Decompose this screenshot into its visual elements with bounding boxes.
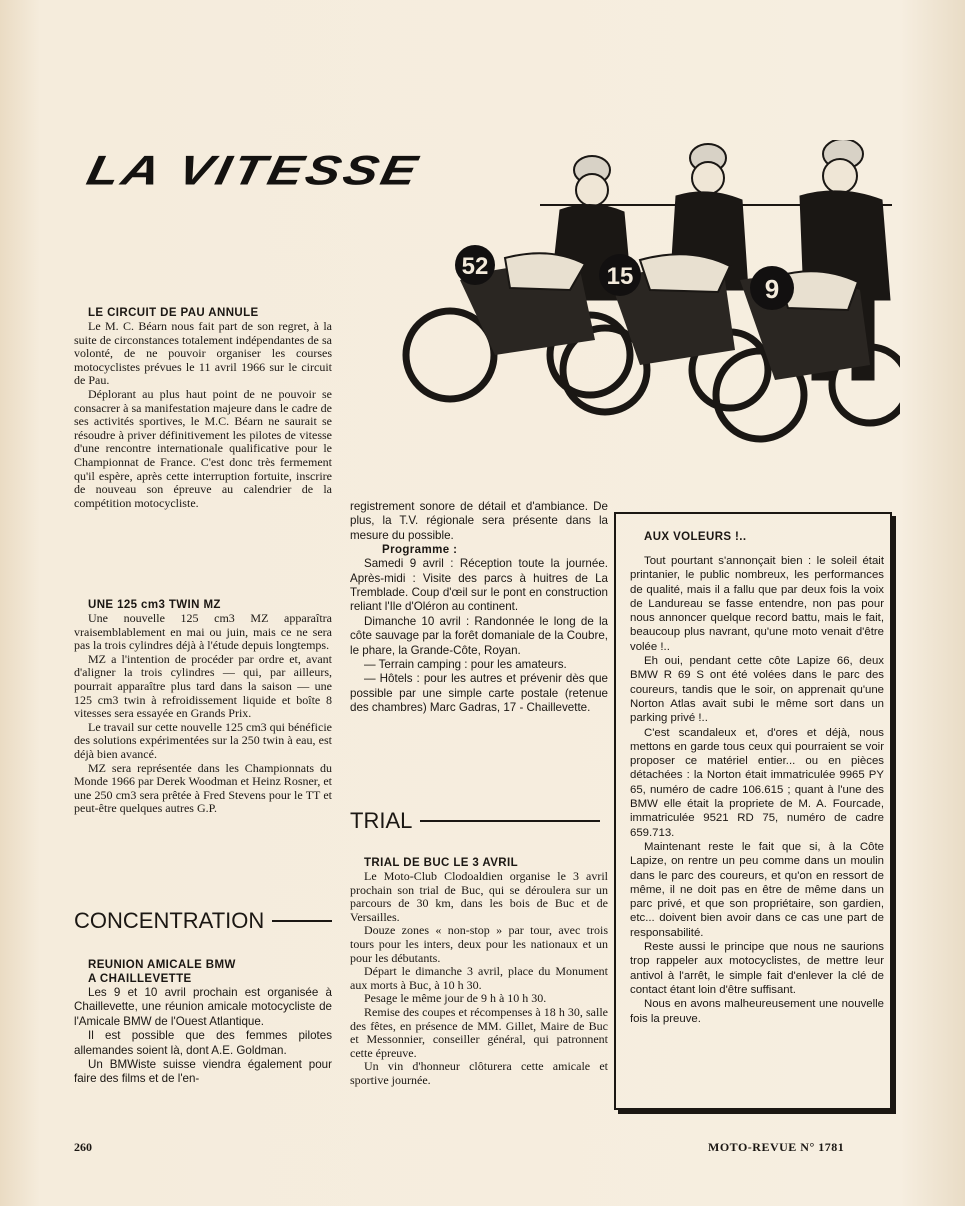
article-voleurs [630,530,884,1026]
paragraph: Le Moto-Club Clodoaldien organise le 3 avril prochain son trial de Buc, qui se déroulera sur un parcours de 30 km, dans les bois de Buc et de Versailles. [350,869,608,924]
paragraph: Eh oui, pendant cette côte Lapize 66, deux BMW R 69 S ont été volées dans le parc des coureurs, tandis que le soir, on apprenait qu'une Norton Atlas avait subi le même sort dans un parking privé !.. [630,655,884,725]
publication-footer: MOTO-REVUE N° 1781 [708,1140,845,1154]
paragraph: MZ a l'intention de procéder par ordre et, avant d'aligner la trois cylindres — qui, par ailleurs, pourrait apparaître plus tard dans la saison — une 125 cm3 twin à refroidissement liquide et boîte 8 vitesses sera essayée en Grands Prix. [74,651,332,721]
paragraph: C'est scandaleux et, d'ores et déjà, nous mettons en garde tous ceux qui pourraient se voir proposer ce matériel entier... ou en pièces détachées : la Norton était immatriculée 9965 PY 65, numéro de cadre 106.615 ; quant à l'une des BMW elle était la propriete de M. A. Fourcade, immatriculée 9521 RD 75, numéro de cadre 659.713. [630,726,884,839]
paragraph: Reste aussi le principe que nous ne saurions trop rappeler aux motocyclistes, de mettre leur antivol à l'arrêt, le simple fait d'enlever la clé de contact étant loin d'être suffisant. [630,941,884,996]
paragraph: MZ sera représentée dans les Championnats du Monde 1966 par Derek Woodman et Heinz Rosner, et une 250 cm3 sera prêtée à Fred Stevens pour le TT et peut-être quelques autres G.P. [74,760,332,816]
bike-number-52: 52 [461,253,489,280]
article-concentration [74,958,332,1087]
section-trial [350,810,600,832]
paragraph: Le travail sur cette nouvelle 125 cm3 qui bénéficie des solutions expérimentées sur la 250 twin à eau, est déjà bien avancé. [74,719,332,761]
programme-item: Dimanche 10 avril : Randonnée le long de la côte sauvage par la forêt domaniale de la Coubre, le phare, la Grande-Côte, Royan. [350,614,608,657]
paragraph: Maintenant reste le fait que si, à la Côte Lapize, on rentre un peu comme dans un moulin dans le parc des coureurs, et qu'on en ressort de même, il ne doit pas en être de même dans un parc privé, et que son propriétaire, son gardien, etc... doivent bien avoir dans ce cas une part de responsabilité. [630,840,884,939]
article-concentration-continued [350,500,608,716]
paragraph: Douze zones « non-stop » par tour, avec trois tours pour les inters, deux pour les nationaux et un pour les débutants. [350,923,608,965]
programme-item: — Terrain camping : pour les amateurs. [364,658,567,672]
paragraph: Pesage le même jour de 9 h à 10 h 30. [364,991,547,1006]
paragraph: Une nouvelle 125 cm3 MZ apparaîtra vraisemblablement en mai ou juin, mais ce ne sera pas la trois cylindres déjà à l'étude depuis longtemps. [74,611,332,653]
paragraph: Remise des coupes et récompenses à 18 h 30, salle des fêtes, en présence de MM. Gillet, Maire de Buc et Messonnier, conseiller général, qui patronnent cette épreuve. [350,1004,608,1060]
section-title: CONCENTRATION [74,908,265,933]
paragraph: Départ le dimanche 3 avril, place du Monument aux morts à Buc, à 10 h 30. [350,964,608,992]
page-number: 260 [74,1140,92,1154]
programme-item: Samedi 9 avril : Réception toute la journée. Après-midi : Visite des parcs à huitres de La Tremblade. Coup d'œil sur le pont en construction reliant l'Ile d'Oléron au continent. [350,557,608,614]
article-title: AUX VOLEURS !.. [644,531,747,543]
article-title-line2: A CHAILLEVETTE [88,973,192,985]
paragraph: Tout pourtant s'annonçait bien : le soleil était printanier, le public nombreux, les performances de qualité, mais il a fallu que par deux fois la voix de Landureau se fasse entendre, non pas pour nous annoncer quelque record battu, mais le fait, beaucoup plus navrant, qu'une moto venait d'être volée !.. [630,555,884,653]
section-rule [272,920,332,922]
paragraph: Le M. C. Béarn nous fait part de son regret, à la suite de circonstances totalement indépendantes de sa volonté, de ne pouvoir organiser les courses motocyclistes prévues le 11 avril 1966 sur le circuit de Pau. [74,319,332,388]
section-concentration [74,910,332,932]
programme-item: — Hôtels : pour les autres et prévenir dès que possible par une simple carte postale (retenue des chambres) Marc Gadras, 17 - Chaillevette. [350,672,608,715]
article-mz [74,598,332,816]
header-title: LA VITESSE [82,147,424,194]
paragraph: Déplorant au plus haut point de ne pouvoir se consacrer à sa manifestation majeure dans le cadre de ses activités sportives, le M.C. Béarn ne saurait se résoudre à priver définitivement les pilotes de vitesse d'une rencontre internationale qualificative pour le Championnat de France. C'est donc très fermement qu'il espère, après cette interruption fortuite, inscrire de nouveau son épreuve au calendrier de la compétition motocycliste. [74,386,332,510]
paragraph: registrement sonore de détail et d'ambiance. De plus, la T.V. régionale sera présente dans la mesure du possible. [350,500,608,542]
paragraph: Nous en avons malheureusement une nouvelle fois la preuve. [630,998,884,1025]
bike-number-15: 15 [606,263,634,290]
paragraph: Les 9 et 10 avril prochain est organisée à Chaillevette, une réunion amicale motocycliste de l'Amicale BMW de l'Ouest Atlantique. [74,986,332,1028]
article-title: TRIAL DE BUC LE 3 AVRIL [364,857,519,869]
section-title: TRIAL [350,808,413,833]
bike-number-9: 9 [764,274,780,304]
article-title-line1: REUNION AMICALE BMW [88,959,236,971]
article-trial [350,856,608,1088]
programme-label: Programme : [382,544,458,557]
article-pau [74,306,332,510]
paragraph: Il est possible que des femmes pilotes allemandes soient là, dont A.E. Goldman. [74,1029,332,1057]
paragraph: Un vin d'honneur clôturera cette amicale et sportive journée. [350,1059,608,1087]
section-rule [420,820,600,822]
riders-photo [400,140,900,460]
paragraph: Un BMWiste suisse viendra également pour faire des films et de l'en- [74,1058,332,1086]
article-title: UNE 125 cm3 TWIN MZ [88,599,221,611]
article-title: LE CIRCUIT DE PAU ANNULE [88,307,259,319]
